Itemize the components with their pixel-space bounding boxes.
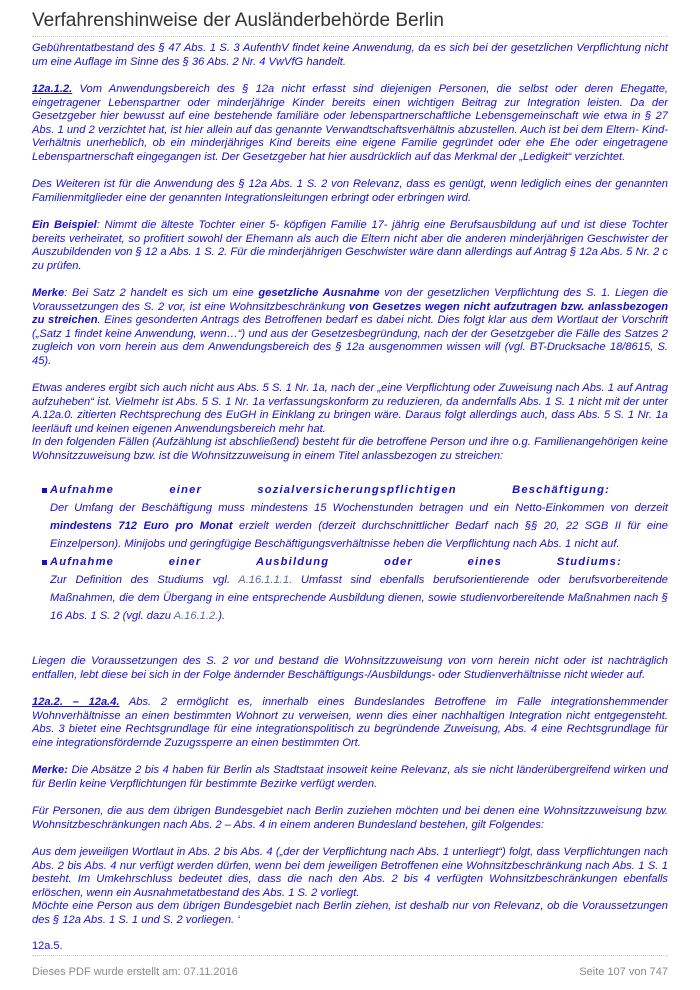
list-item (32, 481, 668, 553)
list-item-text: Der Umfang der Beschäftigung muss mindestens 15 Wochenstunden betragen und ein Netto-Einkommen von derzeit (50, 502, 668, 514)
document-title: Verfahrenshinweise der Ausländerbehörde Berlin (32, 10, 444, 31)
list-item-body (50, 499, 668, 553)
heading-word: Studiums: (556, 556, 622, 568)
paragraph-note (32, 287, 668, 368)
section-number: 12a.5. (32, 940, 63, 952)
paragraph-text: Etwas anderes ergibt sich auch nicht aus Abs. 5 S. 1 Nr. 1a, nach der „eine Verpflichtung oder Zuweisung nach Abs. 1 auf Antrag aufzuheben“ ist. Vielmehr ist Abs. 5 S. 1 Nr. 1a verfassungskonform zu reduzieren, da andernfalls Abs. 1 S. 1 nicht mit der unter A.12a.0. zitierten Rechtsprechung des EuGH in Einklang zu bringen wäre. Daraus folgt allerdings auch, dass Abs. 5 S. 1 Nr. 1a leerläuft und keinen eigenen Anwendungsbereich mehr hat. (32, 382, 668, 435)
paragraph-text: Möchte eine Person aus dem übrigen Bundesgebiet nach Berlin ziehen, ist deshalb nur von Relevanz, ob die Voraussetzungen des § 12a Abs. 1 S. 1 und S. 2 vorliegen. ‘ (32, 900, 668, 926)
list-item-text: ). (218, 610, 226, 622)
paragraph-text: Des Weiteren ist für die Anwendung des § 12a Abs. 1 S. 2 von Relevanz, dass es genügt, wenn lediglich eines der genannten Familienmitglieder eine der genannten Integrationsleitungen erbringt oder erbringen wird. (32, 178, 668, 204)
paragraph-text: Vom Anwendungsbereich des § 12a nicht erfasst sind diejenigen Personen, die selbst oder deren Ehegatte, eingetragener Lebenspartner oder minderjährige Kinder bereits einen wichtigen Beitrag zur Integration leisten. Da der Gesetzgeber hier bewusst auf eine bestehende familiäre oder lebenspartnerschaftliche Lebensgemeinschaft wie etwa in § 27 Abs. 1 und 2 verzichtet hat, ist hier allein auf das genannte Verwandtschaftsverhältnis abzustellen. Auch ist bei dem Eltern- Kind- Verhältnis unerheblich, ob ein minderjähriges Kind bereits eine eigene Familie gegründet oder ehe Ehe oder eingetragene Lebenspartnerschaft eingegangen ist. Der Gesetzgeber hat hier ausdrücklich auf das Merkmal der „Ledigkeit“ verzichtet. (32, 83, 668, 163)
page-footer (32, 955, 668, 978)
heading-word: oder (383, 556, 413, 568)
bullet-icon (42, 488, 47, 493)
section-ref-link[interactable]: 12a.2. – 12a.4. (32, 696, 120, 708)
heading-word: eines (467, 556, 503, 568)
paragraph (32, 436, 668, 463)
cross-ref-link[interactable]: A.16.1.2. (173, 610, 219, 622)
note-label: Merke: (32, 764, 68, 776)
footer-page-number: Seite 107 von 747 (579, 966, 668, 978)
paragraph-text: Für Personen, die aus dem übrigen Bundesgebiet nach Berlin zuziehen möchten und bei denen eine Wohnsitzzuweisung bzw. Wohnsitzbeschränkungen nach Abs. 2 – Abs. 4 in einem anderen Bundesland bestehen, gilt Folgendes: (32, 805, 668, 831)
list-item-text: erzielt werden (derzeit durchschnittlicher Bedarf nach §§ 20, 22 SGB II für eine Einzelperson). Minijobs und geringfügige Beschäftigungsverhältnisse heben die Verpflichtung nach Abs. 1 nicht auf. (50, 520, 668, 550)
emphasis-text: von Gesetzes wegen nicht aufzutragen bzw. anlassbezogen zu streichen (32, 300, 668, 326)
heading-word: Beschäftigung: (512, 484, 610, 496)
paragraph-text: In den folgenden Fällen (Aufzählung ist abschließend) besteht für die betroffene Person und ihre o.g. Familienangehörigen keine Wohnsitzzuweisung bzw. ist die Wohnsitzzuweisung in einem Titel anlassbezogen zu streichen: (32, 436, 668, 462)
section-ref-link[interactable]: 12a.1.2. (32, 83, 73, 95)
example-label: Ein Beispiel (32, 219, 97, 231)
paragraph-text: Die Absätze 2 bis 4 haben für Berlin als Stadtstaat insoweit keine Relevanz, als sie nicht länderübergreifend wirken und für Berlin keine Verpflichtungen für bestimmte Bezirke verfügt werden. (32, 764, 668, 790)
page-header (32, 10, 668, 37)
paragraph (32, 805, 668, 832)
heading-word: Aufnahme (50, 484, 115, 496)
paragraph-text: : Nimmt die älteste Tochter einer 5- köpfigen Familie 17- jährig eine Berufsausbildung auf und ist diese Tochter bereits verheiratet, so profitiert sowohl der Ehemann als auch die Eltern nicht aber die anderen minderjährigen Geschwister der Auszubildenden von § 12 a Abs. 1 S. 2. Für die minderjährigen Geschwister wäre dann allerdings auf Antrag § 12a Abs. 5 Nr. 2 c zu prüfen. (32, 219, 668, 272)
paragraph-text: von der gesetzlichen Verpflichtung des S. 1. Liegen die Voraussetzungen des S. 2 vor, ist eine Wohnsitzbeschränkung (32, 287, 668, 313)
list-item-body (50, 571, 668, 625)
emphasis-text: gesetzliche Ausnahme (258, 287, 380, 299)
list-item-text: Zur Definition des Studiums vgl. (50, 574, 239, 586)
paragraph-text: : Bei Satz 2 handelt es sich um eine (64, 287, 259, 299)
bullet-icon (42, 560, 47, 565)
heading-word: einer (169, 484, 203, 496)
paragraph (32, 382, 668, 436)
paragraph-text: Abs. 2 ermöglicht es, innerhalb eines Bundeslandes Betroffene im Falle integrationshemmender Wohnverhältnisse an einen bestimmten Wohnort zu verweisen, wenn dies einer nachhaltigen Integration nicht entgegensteht. Abs. 3 bietet eine Rechtsgrundlage für eine integrationspolitisch zu begründende Zuweisung, Abs. 4 eine Rechtsgrundlage für eine integrationsfördernde Zuzugssperre an einen bestimmten Ort. (32, 696, 668, 749)
paragraph-12a-1-2 (32, 83, 668, 164)
heading-word: einer (168, 556, 202, 568)
paragraph (32, 900, 668, 927)
note-label: Merke (32, 287, 65, 299)
cross-ref-link[interactable]: A.16.1.1.1. (238, 574, 293, 586)
emphasis-text: mindestens 712 Euro pro Monat (50, 520, 233, 532)
paragraph-text: Aus dem jeweiligen Wortlaut in Abs. 2 bis Abs. 4 („der der Verpflichtung nach Abs. 1 unterliegt“) folgt, dass Verpflichtungen nach Abs. 2 bis Abs. 4 nur verfügt werden dürfen, wenn bei dem jeweiligen Betroffenen eine Wohnsitzbeschränkung nach Abs. 1 S. 1 besteht. Im Umkehrschluss bedeutet dies, dass die nach den Abs. 2 bis 4 verfügten Wohnsitzbeschränkungen ebenfalls erlöschen, wenn ein Ausnahmetatbestand des Abs. 1 S. 2 vorliegt. (32, 846, 668, 899)
paragraph-text: Gebührentatbestand des § 47 Abs. 1 S. 3 AufenthV findet keine Anwendung, da es sich bei der gesetzlichen Verpflichtung nicht um eine Auflage im Sinne des § 36 Abs. 2 Nr. 4 VwVfG handelt. (32, 42, 668, 68)
heading-word: Aufnahme (50, 556, 115, 568)
document-body (32, 42, 668, 941)
heading-word: sozialversicherungspflichtigen (257, 484, 457, 496)
paragraph-text: . Eines gesonderten Antrags des Betroffenen bedarf es dabei nicht. Dies folgt klar aus dem Wortlaut der Vorschrift („Satz 1 findet keine Anwendung, wenn…“) und aus der Gesetzesbegründung, nach der der Gesetzgeber die Fälle des Satzes 2 zugleich von vorn herein aus dem Anwendungsbereich des § 12a ausgenommen wissen will (vgl. BT-Drucksache 18/8615, S. 45). (32, 314, 668, 367)
paragraph-example (32, 219, 668, 273)
paragraph (32, 178, 668, 205)
list-item-text: Umfasst sind ebenfalls berufsorientierende oder berufsvorbereitende Maßnahmen, die dem Übergang in eine entsprechende Ausbildung dienen, sowie studienvorbereitende Maßnahmen nach § 16 Abs. 1 S. 2 (vgl. dazu (50, 574, 668, 622)
paragraph-text: Liegen die Voraussetzungen des S. 2 vor und bestand die Wohnsitzzuweisung von vorn herein nicht oder ist nachträglich entfallen, lebt diese bei sich in der Folge ändernder Beschäftigungs-/Ausbildungs- oder Studienverhältnisse nicht wieder auf. (32, 655, 668, 681)
footer-created-date: Dieses PDF wurde erstellt am: 07.11.2016 (32, 966, 238, 978)
paragraph (32, 655, 668, 682)
heading-word: Ausbildung (256, 556, 330, 568)
paragraph-note (32, 764, 668, 791)
list-item (32, 553, 668, 625)
list-item-heading (50, 481, 668, 499)
list-item-heading (50, 553, 668, 571)
paragraph-12a-2-4 (32, 696, 668, 750)
paragraph (32, 42, 668, 69)
paragraph (32, 846, 668, 900)
exception-list (32, 481, 668, 625)
